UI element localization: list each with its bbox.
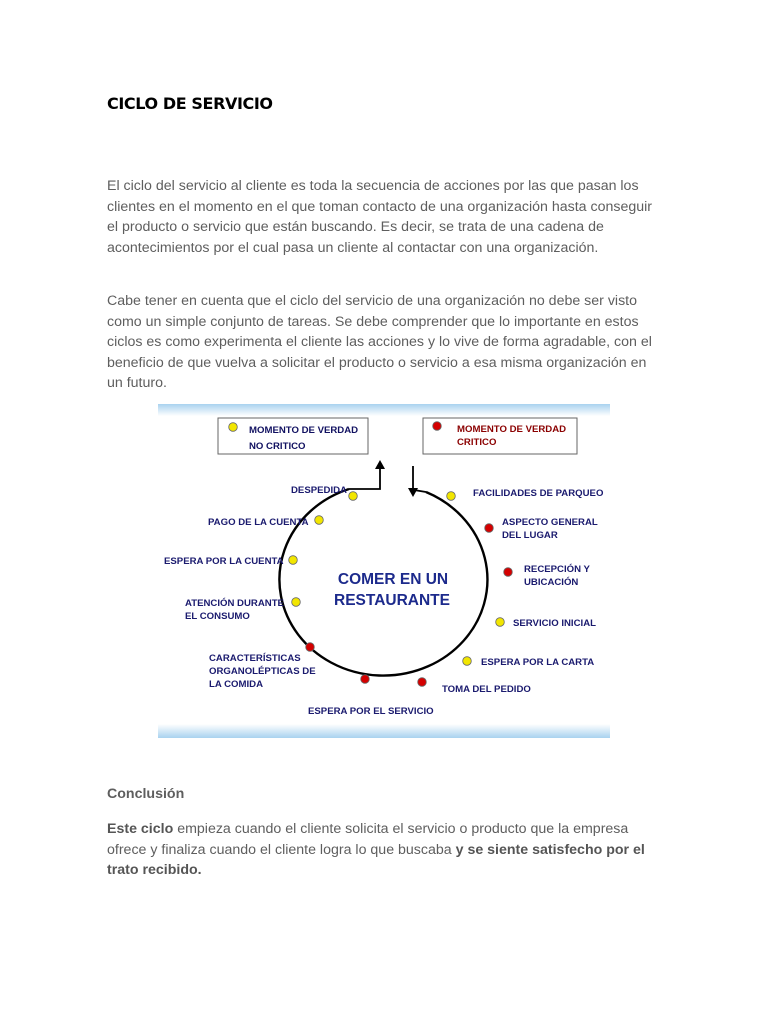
dot-caracteristicas xyxy=(306,643,315,652)
step-label-espera-cuenta: ESPERA POR LA CUENTA xyxy=(164,556,284,567)
intro-paragraph: El ciclo del servicio al cliente es toda la secuencia de acciones por las que pasan los clientes en el momento en el que toman contacto de una organización hasta conseguir el producto o servicio que están buscando. Es decir, se trata de una cadena de acontecimientos por el cual pasa un cliente al contactar con una organización. xyxy=(107,178,652,256)
center-title-line2: RESTAURANTE xyxy=(334,592,450,609)
dot-recepcion xyxy=(504,568,513,577)
step-label-espera-servicio: ESPERA POR EL SERVICIO xyxy=(308,706,434,717)
conclusion-bold-start: Este ciclo xyxy=(107,821,174,837)
step-label-caracteristicas-3: LA COMIDA xyxy=(209,679,264,690)
center-title-line1: COMER EN UN xyxy=(337,571,449,588)
step-label-espera-carta: ESPERA POR LA CARTA xyxy=(481,657,595,668)
step-label-atencion-2: EL CONSUMO xyxy=(185,611,250,622)
step-label-caracteristicas-2: ORGANOLÉPTICAS DE xyxy=(209,666,316,677)
step-label-despedida: DESPEDIDA xyxy=(291,485,347,496)
conclusion-bold-end: y se siente satisfecho por el trato recibido. xyxy=(107,841,645,878)
dot-pago-cuenta xyxy=(315,516,324,525)
dot-atencion xyxy=(292,598,301,607)
legend-critical xyxy=(423,418,577,454)
step-label-aspecto-general-2: DEL LUGAR xyxy=(502,530,558,541)
step-label-recepcion-1: RECEPCIÓN Y xyxy=(524,564,590,575)
legend-non-critical xyxy=(218,418,368,454)
dot-toma-pedido xyxy=(418,678,427,687)
step-label-facilidades-parqueo: FACILIDADES DE PARQUEO xyxy=(473,488,604,499)
step-label-pago-cuenta: PAGO DE LA CUENTA xyxy=(208,517,309,528)
context-paragraph: Cabe tener en cuenta que el ciclo del servicio de una organización no debe ser visto como un simple conjunto de tareas. Se debe comprender que lo importante en estos ciclos es como experimenta el cliente las acciones y lo vive de forma agradable, con el beneficio de que vuelva a solicitar el producto o servicio a esa misma organización en un futuro. xyxy=(107,293,652,391)
step-label-aspecto-general-1: ASPECTO GENERAL xyxy=(502,517,598,528)
dot-aspecto-general xyxy=(485,524,494,533)
step-label-caracteristicas-1: CARACTERÍSTICAS xyxy=(209,653,301,664)
dot-espera-carta xyxy=(463,657,472,666)
step-label-toma-pedido: TOMA DEL PEDIDO xyxy=(442,684,531,695)
step-label-atencion-1: ATENCIÓN DURANTE xyxy=(185,598,284,609)
dot-despedida xyxy=(349,492,358,501)
legend-non-critical-line1: MOMENTO DE VERDAD xyxy=(249,425,359,436)
dot-facilidades-parqueo xyxy=(447,492,456,501)
dot-espera-servicio xyxy=(361,675,370,684)
conclusion-paragraph xyxy=(107,819,655,881)
service-cycle-diagram xyxy=(158,404,610,738)
legend-critical-dot xyxy=(433,422,442,431)
legend-critical-line2: CRITICO xyxy=(457,437,497,448)
step-label-recepcion-2: UBICACIÓN xyxy=(524,577,579,588)
dot-servicio-inicial xyxy=(496,618,505,627)
conclusion-heading: Conclusión xyxy=(107,786,185,802)
diagram-top-band xyxy=(158,404,610,416)
step-label-servicio-inicial: SERVICIO INICIAL xyxy=(513,618,596,629)
page-title: CICLO DE SERVICIO xyxy=(107,94,273,113)
legend-non-critical-dot xyxy=(229,423,238,432)
legend-non-critical-line2: NO CRITICO xyxy=(249,441,306,452)
dot-espera-cuenta xyxy=(289,556,298,565)
diagram-bottom-band xyxy=(158,724,610,738)
conclusion-middle: empieza cuando el cliente solicita el servicio o producto que la empresa ofrece y finaliza cuando el cliente logra lo que buscaba xyxy=(107,821,629,858)
legend-critical-line1: MOMENTO DE VERDAD xyxy=(457,424,567,435)
